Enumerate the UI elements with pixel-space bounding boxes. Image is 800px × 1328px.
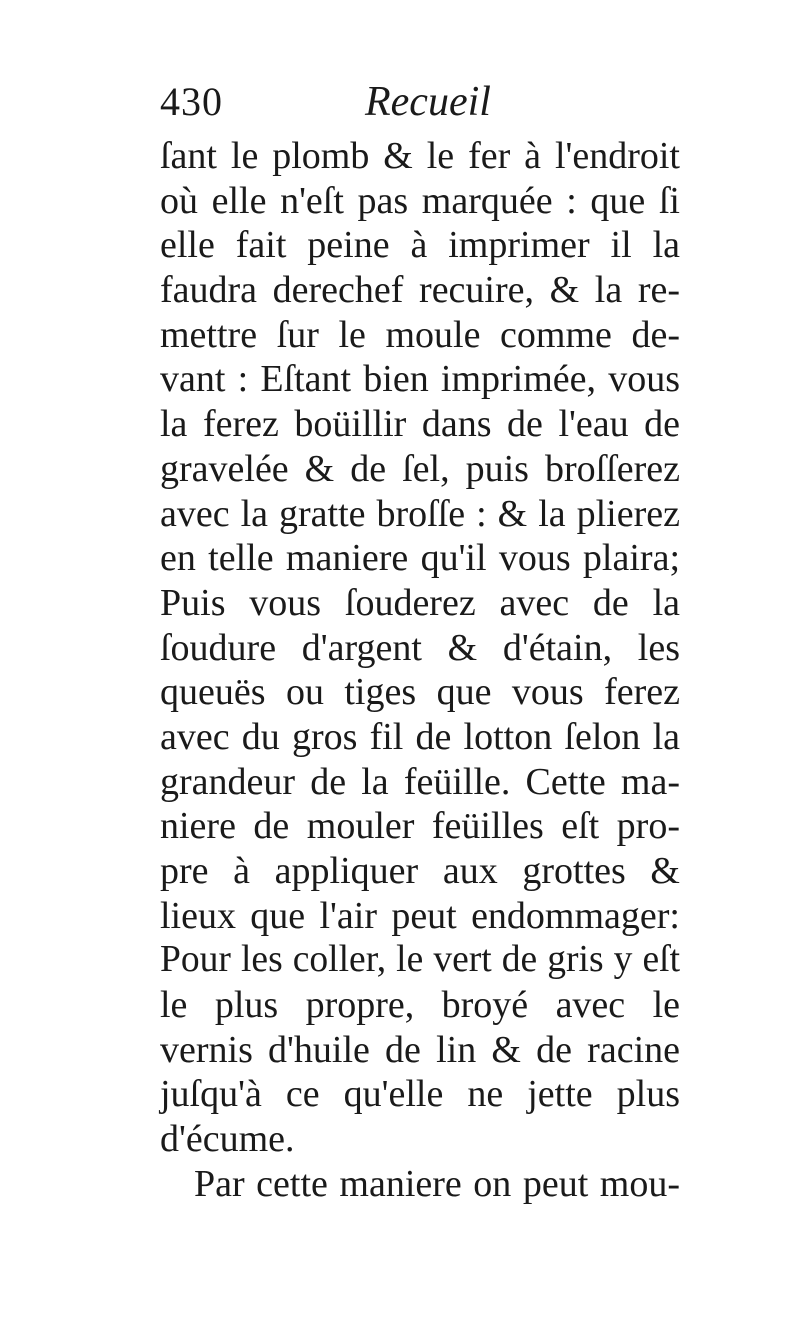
body-text <box>160 134 680 1207</box>
text-line: pre à appliquer aux grottes & <box>160 850 680 892</box>
text-line: juſqu'à ce qu'elle ne jette plus <box>160 1073 680 1116</box>
text-line: avec du gros fil de lotton ſelon la <box>160 715 680 758</box>
text-line: niere de mouler feüilles eſt pro- <box>160 805 680 848</box>
text-line: ſant le plomb & le fer à l'endroit <box>160 135 680 177</box>
text-line: où elle n'eſt pas marquée : que ſi <box>160 179 680 222</box>
text-line: Puis vous ſouderez avec de la <box>160 581 680 624</box>
text-line: vernis d'huile de lin & de racine <box>160 1028 680 1071</box>
text-line: la ferez boüillir dans de l'eau de <box>160 403 680 446</box>
text-line: Par cette maniere on peut mou- <box>194 1162 680 1205</box>
text-line: grandeur de la feüille. Cette ma- <box>160 760 680 803</box>
page-number: 430 <box>160 79 223 124</box>
text-line: queuës ou tiges que vous ferez <box>160 671 680 714</box>
text-line: le plus propre, broyé avec le <box>160 984 680 1027</box>
running-head <box>160 78 680 138</box>
text-line: ſoudure d'argent & d'étain, les <box>160 626 680 669</box>
text-line: lieux que l'air peut endommager: <box>160 894 680 937</box>
text-line: mettre ſur le moule comme de- <box>160 313 680 356</box>
text-line: faudra derechef recuire, & la re- <box>160 269 680 312</box>
running-title: Recueil <box>365 79 491 125</box>
text-line: vant : Eſtant bien imprimée, vous <box>160 358 680 401</box>
text-line: elle fait peine à imprimer il la <box>160 224 680 267</box>
text-line: d'écume. <box>160 1118 295 1161</box>
text-line: gravelée & de ſel, puis broſſerez <box>160 447 680 490</box>
text-line: Pour les coller, le vert de gris y eſt <box>160 939 680 981</box>
text-line: en telle maniere qu'il vous plaira; <box>160 537 680 580</box>
text-line: avec la gratte broſſe : & la plierez <box>160 492 680 535</box>
